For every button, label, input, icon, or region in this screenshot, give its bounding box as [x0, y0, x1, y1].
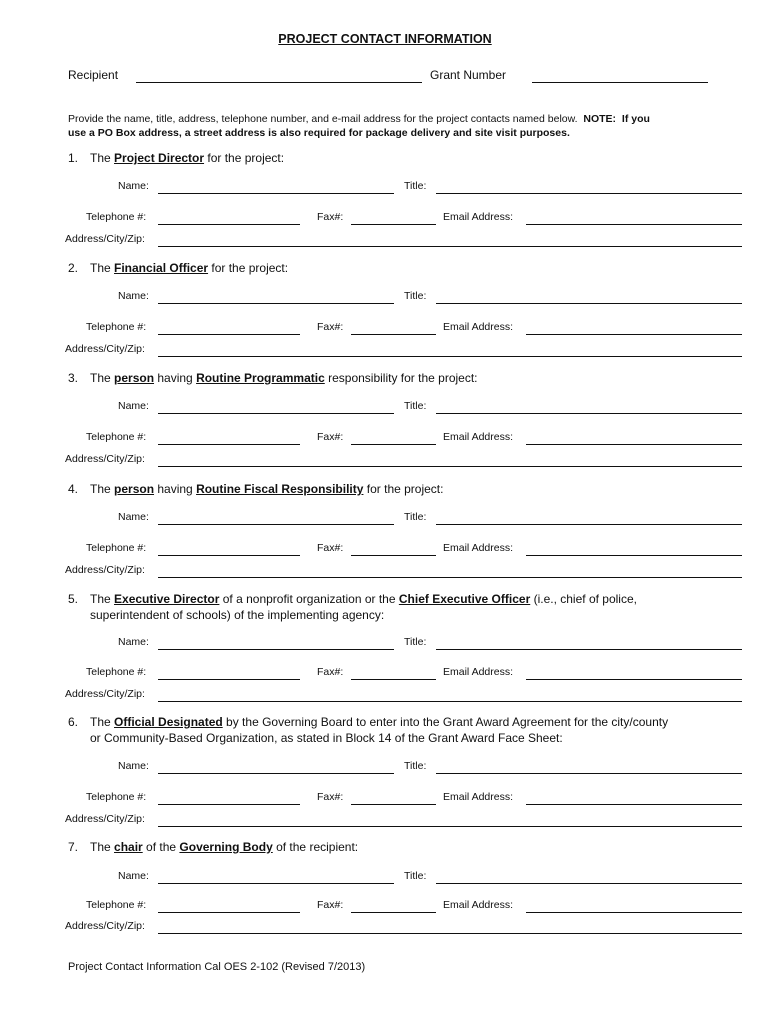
title-label: Title: [404, 636, 427, 648]
section-1-heading: 1. The Project Director for the project: [68, 151, 285, 165]
section-3-telephone-field[interactable] [158, 444, 300, 445]
section-number: 7. [68, 840, 79, 854]
name-label: Name: [118, 511, 149, 523]
section-number: 6. [68, 715, 79, 729]
email-label: Email Address: [443, 431, 514, 443]
fax-label: Fax#: [317, 791, 344, 803]
section-2-address-field[interactable] [158, 356, 742, 357]
section-5-title-field[interactable] [436, 649, 742, 650]
section-1-fax-field[interactable] [351, 224, 436, 225]
section-1-title-field[interactable] [436, 193, 742, 194]
section-4-telephone-field[interactable] [158, 555, 300, 556]
section-4-heading: 4. The person having Routine Fiscal Responsibility for the project: [68, 482, 444, 496]
section-4-address-field[interactable] [158, 577, 742, 578]
telephone-label: Telephone #: [86, 211, 147, 223]
title-label: Title: [404, 870, 427, 882]
section-6-fax-field[interactable] [351, 804, 436, 805]
email-label: Email Address: [443, 321, 514, 333]
instructions: Provide the name, title, address, telephone number, and e-mail address for the project contacts named below. NOTE: If you use a PO Box address, a street address is also required for package delivery and site visit purposes. [68, 113, 650, 139]
section-7-heading: 7. The chair of the Governing Body of the recipient: [68, 840, 359, 854]
email-label: Email Address: [443, 899, 514, 911]
address-label: Address/City/Zip: [65, 688, 145, 700]
section-4-email-field[interactable] [526, 555, 742, 556]
grant-number-field[interactable] [532, 82, 708, 83]
section-1-address-field[interactable] [158, 246, 742, 247]
title-label: Title: [404, 400, 427, 412]
title-label: Title: [404, 290, 427, 302]
section-7-email-field[interactable] [526, 912, 742, 913]
title-label: Title: [404, 760, 427, 772]
section-4-fax-field[interactable] [351, 555, 436, 556]
title-label: Title: [404, 180, 427, 192]
recipient-field[interactable] [136, 82, 422, 83]
address-label: Address/City/Zip: [65, 453, 145, 465]
fax-label: Fax#: [317, 666, 344, 678]
form-footer: Project Contact Information Cal OES 2-102 (Revised 7/2013) [68, 961, 366, 973]
section-3-email-field[interactable] [526, 444, 742, 445]
section-number: 1. [68, 151, 79, 165]
section-1-name-field[interactable] [158, 193, 394, 194]
section-5-address-field[interactable] [158, 701, 742, 702]
section-2-telephone-field[interactable] [158, 334, 300, 335]
section-7-title-field[interactable] [436, 883, 742, 884]
address-label: Address/City/Zip: [65, 343, 145, 355]
section-number: 4. [68, 482, 79, 496]
email-label: Email Address: [443, 791, 514, 803]
section-number: 2. [68, 261, 79, 275]
address-label: Address/City/Zip: [65, 233, 145, 245]
address-label: Address/City/Zip: [65, 564, 145, 576]
section-6-email-field[interactable] [526, 804, 742, 805]
name-label: Name: [118, 290, 149, 302]
name-label: Name: [118, 870, 149, 882]
name-label: Name: [118, 636, 149, 648]
section-6-address-field[interactable] [158, 826, 742, 827]
section-4-name-field[interactable] [158, 524, 394, 525]
section-3-fax-field[interactable] [351, 444, 436, 445]
section-2-name-field[interactable] [158, 303, 394, 304]
section-1-telephone-field[interactable] [158, 224, 300, 225]
address-label: Address/City/Zip: [65, 920, 145, 932]
section-2-fax-field[interactable] [351, 334, 436, 335]
fax-label: Fax#: [317, 431, 344, 443]
section-4-title-field[interactable] [436, 524, 742, 525]
section-5-email-field[interactable] [526, 679, 742, 680]
telephone-label: Telephone #: [86, 542, 147, 554]
section-number: 3. [68, 371, 79, 385]
recipient-label: Recipient [68, 68, 119, 82]
title-label: Title: [404, 511, 427, 523]
section-2-title-field[interactable] [436, 303, 742, 304]
section-6-name-field[interactable] [158, 773, 394, 774]
telephone-label: Telephone #: [86, 321, 147, 333]
telephone-label: Telephone #: [86, 899, 147, 911]
fax-label: Fax#: [317, 899, 344, 911]
section-2-heading: 2. The Financial Officer for the project: [68, 261, 289, 275]
section-5-fax-field[interactable] [351, 679, 436, 680]
fax-label: Fax#: [317, 321, 344, 333]
section-3-name-field[interactable] [158, 413, 394, 414]
section-5-name-field[interactable] [158, 649, 394, 650]
address-label: Address/City/Zip: [65, 813, 145, 825]
section-5-telephone-field[interactable] [158, 679, 300, 680]
fax-label: Fax#: [317, 211, 344, 223]
telephone-label: Telephone #: [86, 666, 147, 678]
form-title: PROJECT CONTACT INFORMATION [278, 32, 492, 46]
telephone-label: Telephone #: [86, 431, 147, 443]
email-label: Email Address: [443, 666, 514, 678]
section-1-email-field[interactable] [526, 224, 742, 225]
section-6-telephone-field[interactable] [158, 804, 300, 805]
section-6-heading: 6. The Official Designated by the Governing Board to enter into the Grant Award Agreement for the city/county or Community-Based Organization, as stated in Block 14 of the Grant Award Face Sheet: [68, 715, 669, 745]
section-3-heading: 3. The person having Routine Programmatic responsibility for the project: [68, 371, 478, 385]
email-label: Email Address: [443, 211, 514, 223]
section-3-address-field[interactable] [158, 466, 742, 467]
grant-number-label: Grant Number [430, 68, 507, 82]
section-7-name-field[interactable] [158, 883, 394, 884]
section-7-fax-field[interactable] [351, 912, 436, 913]
section-7-address-field[interactable] [158, 933, 742, 934]
name-label: Name: [118, 760, 149, 772]
name-label: Name: [118, 400, 149, 412]
section-2-email-field[interactable] [526, 334, 742, 335]
section-3-title-field[interactable] [436, 413, 742, 414]
section-5-heading: 5. The Executive Director of a nonprofit organization or the Chief Executive Officer (i.e., chief of police, superintendent of schools) of the implementing agency: [68, 592, 637, 622]
telephone-label: Telephone #: [86, 791, 147, 803]
section-6-title-field[interactable] [436, 773, 742, 774]
name-label: Name: [118, 180, 149, 192]
fax-label: Fax#: [317, 542, 344, 554]
section-number: 5. [68, 592, 79, 606]
section-7-telephone-field[interactable] [158, 912, 300, 913]
email-label: Email Address: [443, 542, 514, 554]
